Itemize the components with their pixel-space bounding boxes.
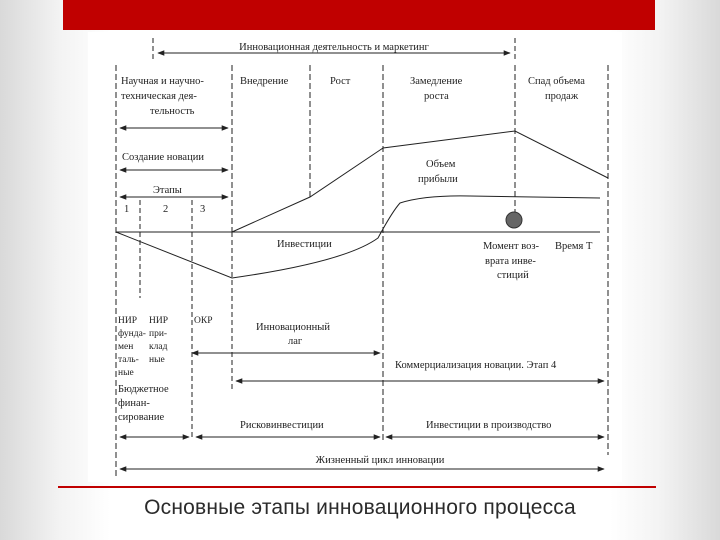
svg-text:стиций: стиций (497, 270, 529, 281)
budget-financing-label: Бюджетное (118, 384, 169, 395)
svg-text:таль-: таль- (118, 355, 139, 365)
svg-text:роста: роста (424, 91, 449, 102)
stage-number: 3 (200, 204, 206, 215)
investment-return-label: Момент воз- (483, 241, 540, 252)
nir-fundamental-label: НИР (118, 316, 138, 326)
svg-text:ные: ные (118, 368, 134, 378)
svg-text:при-: при- (149, 329, 168, 339)
investments-label: Инвестиции (277, 239, 332, 250)
nir-applied-label: НИР (149, 316, 169, 326)
stage-number: 2 (163, 204, 169, 215)
svg-text:мен: мен (118, 342, 134, 352)
svg-text:ные: ные (149, 355, 165, 365)
time-label: Время T (555, 241, 593, 252)
creation-label: Создание новации (122, 152, 204, 163)
profit-label: Объем (426, 159, 456, 170)
investment-return-point (506, 212, 522, 228)
venture-investment-label: Рисковинвестиции (240, 420, 324, 431)
svg-text:финан-: финан- (118, 398, 150, 409)
svg-text:продаж: продаж (545, 91, 579, 102)
innovation-lag-label: Инновационный (256, 322, 330, 333)
stages-label: Этапы (153, 185, 182, 196)
svg-text:фунда-: фунда- (118, 329, 146, 339)
svg-text:врата инве-: врата инве- (485, 256, 536, 267)
caption-divider (58, 486, 656, 488)
phase-decline-label: Спад объема (528, 76, 585, 87)
commercialization-label: Коммерциализация новации. Этап 4 (395, 360, 557, 371)
svg-text:техническая дея-: техническая дея- (121, 91, 197, 102)
svg-text:прибыли: прибыли (418, 174, 458, 185)
slide-caption: Основные этапы инновационного процесса (144, 496, 576, 519)
phase-science-label: Научная и научно- (121, 76, 204, 87)
okr-label: ОКР (194, 316, 213, 326)
svg-text:тельность: тельность (150, 106, 195, 117)
top-span-label: Инновационная деятельность и маркетинг (239, 42, 429, 53)
production-investment-label: Инвестиции в производство (426, 420, 552, 431)
stage-number: 1 (124, 204, 130, 215)
phase-slowdown-label: Замедление (410, 76, 463, 87)
svg-text:клад: клад (149, 342, 168, 352)
svg-text:сирование: сирование (118, 412, 165, 423)
phase-introduction-label: Внедрение (240, 76, 289, 87)
svg-text:лаг: лаг (288, 336, 303, 347)
life-cycle-label: Жизненный цикл инновации (315, 455, 445, 466)
phase-growth-label: Рост (330, 76, 351, 87)
